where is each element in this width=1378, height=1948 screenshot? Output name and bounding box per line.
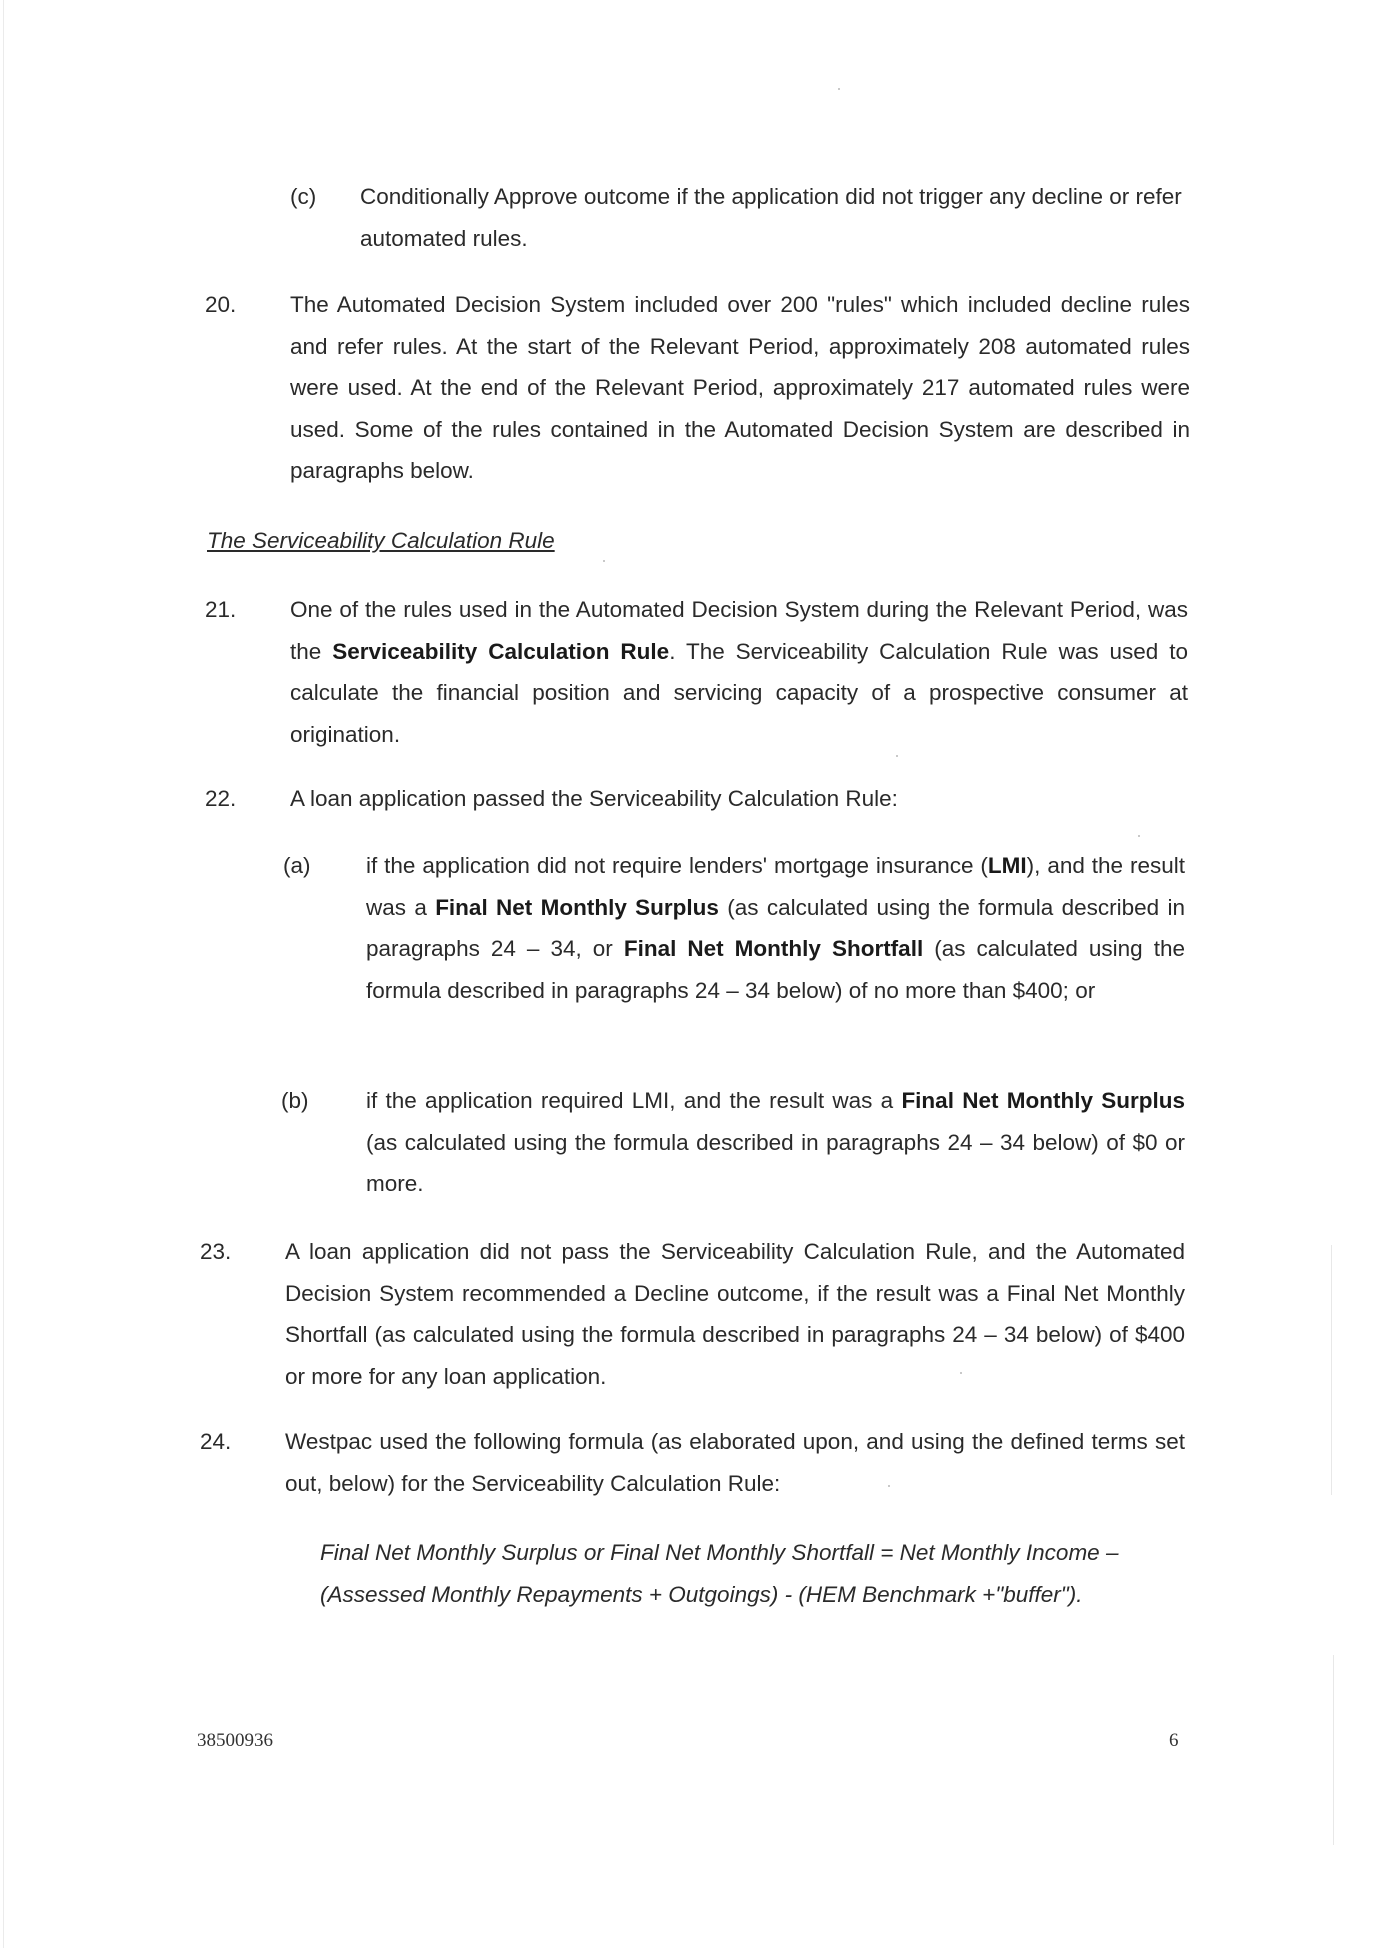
paragraph-20-number: 20.: [205, 292, 237, 317]
paragraph-23-number: 23.: [200, 1239, 232, 1264]
paragraph-21-number: 21.: [205, 597, 237, 622]
scan-mark-right-2: [1333, 1655, 1334, 1845]
item-c-text: Conditionally Approve outcome if the application did not trigger any decline or refer automated rules.: [360, 184, 1182, 251]
paragraph-24-number: 24.: [200, 1429, 232, 1454]
item-22b-text: if the application required LMI, and the result was a Final Net Monthly Surplus (as calculated using the formula described in paragraphs 24 – 34 below) of $0 or more.: [366, 1088, 1185, 1196]
paragraph-23-text: A loan application did not pass the Serviceability Calculation Rule, and the Automated Decision System recommended a Decline outcome, if the result was a Final Net Monthly Shortfall (as calculated using the formula described in paragraphs 24 – 34 below) of $400 or more for any loan application.: [285, 1239, 1185, 1389]
page-number: 6: [1169, 1730, 1179, 1751]
defined-term: Final Net Monthly Surplus: [435, 894, 719, 920]
defined-term: Final Net Monthly Surplus: [901, 1088, 1185, 1113]
item-22b-label: (b): [281, 1088, 309, 1113]
scan-mark-right-1: [1331, 1245, 1332, 1495]
item-22a-label: (a): [283, 853, 311, 878]
paragraph-20-text: The Automated Decision System included over 200 "rules" which included decline rules and refer rules. At the start of the Relevant Period, approximately 208 automated rules were used. At the end of the Relevant Period, approximately 217 automated rules were used. Some of the rules contained in the Automated Decision System are described in paragraphs below.: [290, 292, 1190, 483]
scan-edge-left: [3, 0, 4, 1948]
scan-speck: [838, 88, 840, 90]
scan-speck: [603, 560, 605, 562]
section-heading: The Serviceability Calculation Rule: [207, 528, 555, 553]
paragraph-24-text: Westpac used the following formula (as elaborated upon, and using the defined terms set out, below) for the Serviceability Calculation Rule:: [285, 1429, 1185, 1496]
defined-term: Serviceability Calculation Rule: [332, 638, 670, 664]
paragraph-21-text: One of the rules used in the Automated Decision System during the Relevant Period, was the Serviceability Calculation Rule. The Serviceability Calculation Rule was used to calculate the financial position and servicing capacity of a prospective consumer at origination.: [290, 597, 1188, 747]
paragraph-22-text: A loan application passed the Serviceability Calculation Rule:: [290, 786, 898, 811]
paragraph-22-number: 22.: [205, 786, 237, 811]
item-c-label: (c): [290, 184, 317, 209]
document-id: 38500936: [197, 1730, 273, 1751]
scan-speck: [896, 755, 898, 757]
scan-speck: [1138, 835, 1140, 837]
defined-term: LMI: [987, 853, 1027, 878]
serviceability-formula: Final Net Monthly Surplus or Final Net Monthly Shortfall = Net Monthly Income – (Assessed Monthly Repayments + Outgoings) - (HEM Benchmark +"buffer").: [320, 1540, 1119, 1607]
item-22a-text: if the application did not require lenders' mortgage insurance (LMI), and the result was a Final Net Monthly Surplus (as calculated using the formula described in paragraphs 24 – 34, or Final Net Monthly Shortfall (as calculated using the formula described in paragraphs 24 – 34 below) of no more than $400; or: [366, 853, 1185, 1003]
defined-term: Final Net Monthly Shortfall: [623, 936, 924, 961]
